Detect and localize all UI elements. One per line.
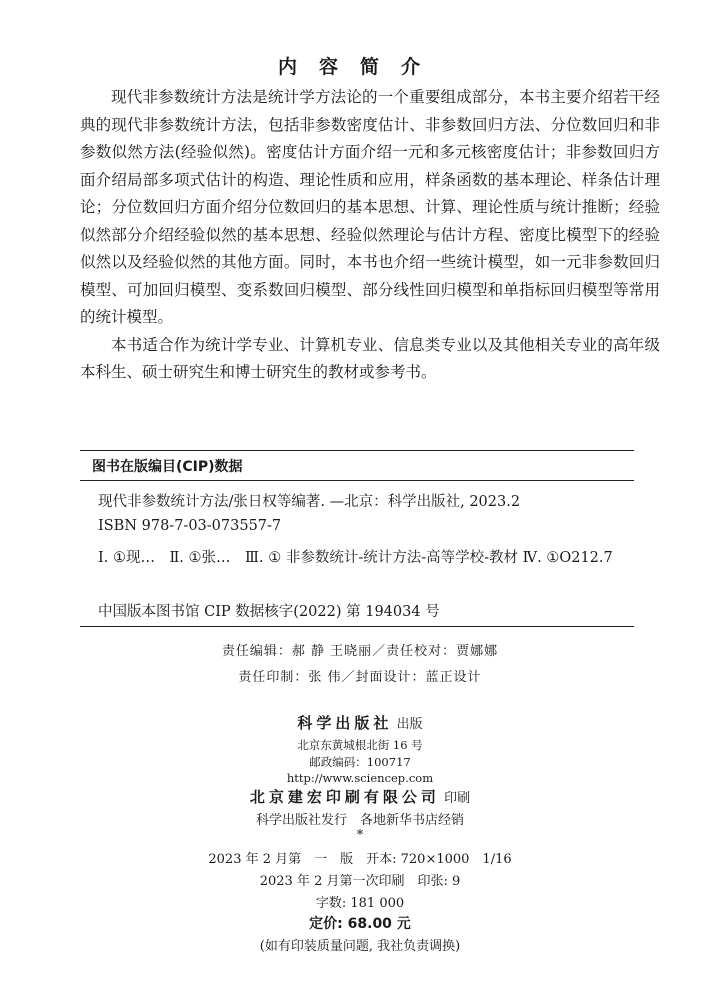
publisher-line bbox=[0, 712, 720, 733]
cip-verify-number: 中国版本图书馆 CIP 数据核字(2022) 第 194034 号 bbox=[98, 604, 440, 620]
intro-title: 内容简介 bbox=[277, 56, 442, 78]
cip-isbn: ISBN 978-7-03-073557-7 bbox=[98, 518, 282, 534]
publisher-suffix: 出版 bbox=[392, 717, 423, 732]
quality-notice: (如有印装质量问题, 我社负责调换) bbox=[259, 939, 461, 954]
cip-header-rule bbox=[80, 480, 634, 481]
cip-header: 图书在版编目(CIP)数据 bbox=[92, 459, 243, 475]
cip-book-record: 现代非参数统计方法/张日权等编著. —北京：科学出版社, 2023.2 bbox=[98, 494, 521, 510]
publisher-postcode: 邮政编码：100717 bbox=[309, 755, 411, 769]
price: 定价: 68.00 元 bbox=[309, 916, 411, 932]
publisher-name: 科学出版社 bbox=[297, 714, 393, 732]
printer-name: 北京建宏印刷有限公司 bbox=[249, 788, 440, 806]
separator-star: * bbox=[356, 828, 364, 843]
printer-suffix: 印刷 bbox=[439, 791, 471, 806]
cip-catalog: Ⅰ. ①现… Ⅱ. ①张… Ⅲ. ① 非参数统计-统计方法-高等学校-教材 Ⅳ. ①O212.7 bbox=[98, 550, 613, 566]
cip-top-rule bbox=[80, 450, 634, 451]
cip-bottom-rule bbox=[80, 626, 634, 627]
intro-text bbox=[80, 84, 660, 387]
edition-line: 2023 年 2 月第 一 版 开本: 720×1000 1/16 bbox=[208, 852, 512, 867]
intro-paragraph-1: 现代非参数统计方法是统计学方法论的一个重要组成部分，本书主要介绍若干经典的现代非参数统计方法，包括非参数密度估计、非参数回归方法、分位数回归和非参数似然方法(经验似然)。密度估计方面介绍一元和多元核密度估计；非参数回归方面介绍局部多项式估计的构造、理论性质和应用，样条函数的基本理论、样条估计理论；分位数回归方面介绍分位数回归的基本思想、计算、理论性质与统计推断；经验似然部分介绍经验似然的基本思想、经验似然理论与估计方程、密度比模型下的经验似然以及经验似然的其他方面。同时，本书也介绍一些统计模型，如一元非参数回归模型、可加回归模型、变系数回归模型、部分线性回归模型和单指标回归模型等常用的统计模型。 bbox=[80, 88, 660, 326]
publisher-address: 北京东黄城根北街 16 号 bbox=[297, 738, 423, 752]
intro-paragraph-2: 本书适合作为统计学专业、计算机专业、信息类专业以及其他相关专业的高年级本科生、硕士研究生和博士研究生的教材或参考书。 bbox=[80, 335, 660, 381]
printer-line bbox=[0, 786, 720, 807]
credits-editors: 责任编辑：郝 静 王晓丽／责任校对：贾娜娜 bbox=[221, 644, 499, 659]
credits-production: 责任印制：张 伟／封面设计：蓝正设计 bbox=[238, 670, 482, 685]
distribution-line: 科学出版社发行 各地新华书店经销 bbox=[255, 813, 464, 828]
word-count: 字数: 181 000 bbox=[315, 896, 405, 911]
printing-line: 2023 年 2 月第一次印刷 印张: 9 bbox=[259, 874, 461, 889]
publisher-url: http://www.sciencep.com bbox=[286, 771, 434, 785]
